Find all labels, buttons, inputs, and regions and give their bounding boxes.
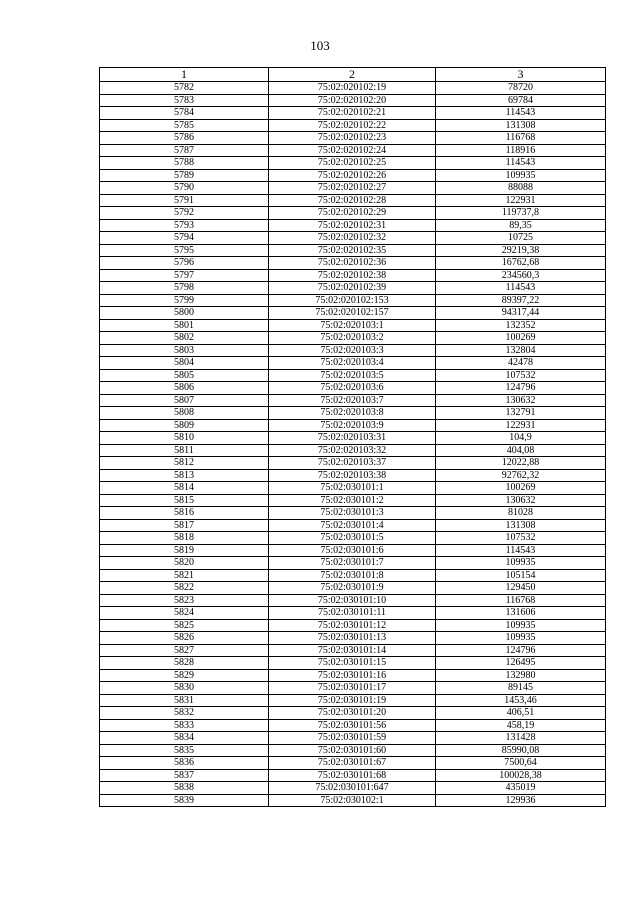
cadastral-number-cell: 75:02:020102:157 <box>269 307 436 320</box>
table-row <box>100 457 606 470</box>
cadastral-number-cell: 75:02:030101:1 <box>269 482 436 495</box>
cadastral-number-cell: 75:02:020102:38 <box>269 269 436 282</box>
row-number-cell: 5820 <box>100 557 269 570</box>
row-number-cell: 5785 <box>100 119 269 132</box>
table-row <box>100 469 606 482</box>
row-number-cell: 5784 <box>100 107 269 120</box>
table-row <box>100 394 606 407</box>
value-cell: 131428 <box>436 732 606 745</box>
value-cell: 78720 <box>436 82 606 95</box>
row-number-cell: 5834 <box>100 732 269 745</box>
value-cell: 104,9 <box>436 432 606 445</box>
table-row <box>100 244 606 257</box>
cadastral-number-cell: 75:02:020102:27 <box>269 182 436 195</box>
value-cell: 89,35 <box>436 219 606 232</box>
cadastral-number-cell: 75:02:020102:36 <box>269 257 436 270</box>
table-row <box>100 769 606 782</box>
row-number-cell: 5790 <box>100 182 269 195</box>
row-number-cell: 5823 <box>100 594 269 607</box>
row-number-cell: 5800 <box>100 307 269 320</box>
row-number-cell: 5838 <box>100 782 269 795</box>
table-row <box>100 482 606 495</box>
column-header-3: 3 <box>436 68 606 82</box>
row-number-cell: 5825 <box>100 619 269 632</box>
table-row <box>100 682 606 695</box>
row-number-cell: 5832 <box>100 707 269 720</box>
column-header-1: 1 <box>100 68 269 82</box>
row-number-cell: 5796 <box>100 257 269 270</box>
value-cell: 42478 <box>436 357 606 370</box>
table-row <box>100 319 606 332</box>
value-cell: 132352 <box>436 319 606 332</box>
value-cell: 131308 <box>436 119 606 132</box>
value-cell: 234560,3 <box>436 269 606 282</box>
table-row <box>100 194 606 207</box>
row-number-cell: 5803 <box>100 344 269 357</box>
row-number-cell: 5827 <box>100 644 269 657</box>
table-row <box>100 669 606 682</box>
row-number-cell: 5794 <box>100 232 269 245</box>
cadastral-number-cell: 75:02:020103:2 <box>269 332 436 345</box>
value-cell: 406,51 <box>436 707 606 720</box>
value-cell: 85990,08 <box>436 744 606 757</box>
table-row <box>100 632 606 645</box>
row-number-cell: 5815 <box>100 494 269 507</box>
table-row <box>100 132 606 145</box>
table-row <box>100 657 606 670</box>
table-row <box>100 219 606 232</box>
cadastral-number-cell: 75:02:030101:68 <box>269 769 436 782</box>
cadastral-number-cell: 75:02:030101:8 <box>269 569 436 582</box>
cadastral-number-cell: 75:02:020102:28 <box>269 194 436 207</box>
cadastral-number-cell: 75:02:030101:647 <box>269 782 436 795</box>
table-body <box>100 82 606 807</box>
row-number-cell: 5804 <box>100 357 269 370</box>
row-number-cell: 5808 <box>100 407 269 420</box>
value-cell: 105154 <box>436 569 606 582</box>
table-row <box>100 619 606 632</box>
row-number-cell: 5809 <box>100 419 269 432</box>
cadastral-number-cell: 75:02:030101:60 <box>269 744 436 757</box>
value-cell: 131308 <box>436 519 606 532</box>
row-number-cell: 5793 <box>100 219 269 232</box>
table-row <box>100 732 606 745</box>
value-cell: 81028 <box>436 507 606 520</box>
value-cell: 16762,68 <box>436 257 606 270</box>
value-cell: 89145 <box>436 682 606 695</box>
cadastral-number-cell: 75:02:020103:8 <box>269 407 436 420</box>
row-number-cell: 5831 <box>100 694 269 707</box>
row-number-cell: 5830 <box>100 682 269 695</box>
value-cell: 114543 <box>436 282 606 295</box>
table-row <box>100 432 606 445</box>
cadastral-number-cell: 75:02:030101:13 <box>269 632 436 645</box>
table-row <box>100 707 606 720</box>
table-row <box>100 744 606 757</box>
table-row <box>100 257 606 270</box>
row-number-cell: 5818 <box>100 532 269 545</box>
value-cell: 29219,38 <box>436 244 606 257</box>
row-number-cell: 5835 <box>100 744 269 757</box>
cadastral-number-cell: 75:02:020102:26 <box>269 169 436 182</box>
cadastral-number-cell: 75:02:020102:32 <box>269 232 436 245</box>
value-cell: 404,08 <box>436 444 606 457</box>
cadastral-number-cell: 75:02:020102:39 <box>269 282 436 295</box>
row-number-cell: 5807 <box>100 394 269 407</box>
cadastral-number-cell: 75:02:020103:31 <box>269 432 436 445</box>
value-cell: 100028,38 <box>436 769 606 782</box>
cadastral-number-cell: 75:02:030101:56 <box>269 719 436 732</box>
table-row <box>100 157 606 170</box>
cadastral-number-cell: 75:02:030101:11 <box>269 607 436 620</box>
row-number-cell: 5805 <box>100 369 269 382</box>
row-number-cell: 5826 <box>100 632 269 645</box>
table-row <box>100 382 606 395</box>
value-cell: 129450 <box>436 582 606 595</box>
table-row <box>100 169 606 182</box>
value-cell: 132980 <box>436 669 606 682</box>
table-row <box>100 582 606 595</box>
cadastral-number-cell: 75:02:020103:9 <box>269 419 436 432</box>
table-row <box>100 694 606 707</box>
value-cell: 435019 <box>436 782 606 795</box>
cadastral-number-cell: 75:02:030101:67 <box>269 757 436 770</box>
table-row <box>100 344 606 357</box>
row-number-cell: 5788 <box>100 157 269 170</box>
value-cell: 109935 <box>436 557 606 570</box>
row-number-cell: 5833 <box>100 719 269 732</box>
row-number-cell: 5786 <box>100 132 269 145</box>
row-number-cell: 5812 <box>100 457 269 470</box>
table-row <box>100 307 606 320</box>
cadastral-number-cell: 75:02:030101:16 <box>269 669 436 682</box>
table-row <box>100 494 606 507</box>
row-number-cell: 5782 <box>100 82 269 95</box>
value-cell: 12022,88 <box>436 457 606 470</box>
table-row <box>100 269 606 282</box>
table-row <box>100 369 606 382</box>
row-number-cell: 5798 <box>100 282 269 295</box>
cadastral-number-cell: 75:02:020102:25 <box>269 157 436 170</box>
value-cell: 132791 <box>436 407 606 420</box>
row-number-cell: 5811 <box>100 444 269 457</box>
cadastral-number-cell: 75:02:030101:6 <box>269 544 436 557</box>
table-row <box>100 507 606 520</box>
page-number: 103 <box>310 38 330 53</box>
cadastral-number-cell: 75:02:020103:5 <box>269 369 436 382</box>
cadastral-number-cell: 75:02:030101:5 <box>269 532 436 545</box>
table-row <box>100 332 606 345</box>
table-row <box>100 357 606 370</box>
table-row <box>100 532 606 545</box>
value-cell: 458,19 <box>436 719 606 732</box>
value-cell: 124796 <box>436 382 606 395</box>
table-row <box>100 207 606 220</box>
cadastral-number-cell: 75:02:030101:4 <box>269 519 436 532</box>
row-number-cell: 5814 <box>100 482 269 495</box>
cadastral-number-cell: 75:02:030101:9 <box>269 582 436 595</box>
row-number-cell: 5810 <box>100 432 269 445</box>
cadastral-number-cell: 75:02:030101:10 <box>269 594 436 607</box>
value-cell: 132804 <box>436 344 606 357</box>
row-number-cell: 5824 <box>100 607 269 620</box>
row-number-cell: 5783 <box>100 94 269 107</box>
cadastral-number-cell: 75:02:030101:3 <box>269 507 436 520</box>
row-number-cell: 5787 <box>100 144 269 157</box>
cadastral-number-cell: 75:02:030102:1 <box>269 794 436 807</box>
row-number-cell: 5791 <box>100 194 269 207</box>
cadastral-number-cell: 75:02:030101:17 <box>269 682 436 695</box>
row-number-cell: 5801 <box>100 319 269 332</box>
cadastral-number-cell: 75:02:030101:2 <box>269 494 436 507</box>
cadastral-number-cell: 75:02:020103:38 <box>269 469 436 482</box>
value-cell: 92762,32 <box>436 469 606 482</box>
table-row <box>100 557 606 570</box>
cadastral-number-cell: 75:02:020102:23 <box>269 132 436 145</box>
table-row <box>100 794 606 807</box>
value-cell: 1453,46 <box>436 694 606 707</box>
row-number-cell: 5821 <box>100 569 269 582</box>
value-cell: 69784 <box>436 94 606 107</box>
cadastral-number-cell: 75:02:020103:1 <box>269 319 436 332</box>
column-header-2: 2 <box>269 68 436 82</box>
table-row <box>100 569 606 582</box>
value-cell: 114543 <box>436 544 606 557</box>
table-row <box>100 107 606 120</box>
table-row <box>100 282 606 295</box>
value-cell: 114543 <box>436 157 606 170</box>
table-row <box>100 782 606 795</box>
value-cell: 131606 <box>436 607 606 620</box>
table-row <box>100 644 606 657</box>
value-cell: 122931 <box>436 194 606 207</box>
table-row <box>100 519 606 532</box>
row-number-cell: 5822 <box>100 582 269 595</box>
value-cell: 109935 <box>436 169 606 182</box>
cadastral-number-cell: 75:02:030101:19 <box>269 694 436 707</box>
cadastral-number-cell: 75:02:020102:20 <box>269 94 436 107</box>
row-number-cell: 5839 <box>100 794 269 807</box>
value-cell: 130632 <box>436 494 606 507</box>
value-cell: 89397,22 <box>436 294 606 307</box>
cadastral-number-cell: 75:02:030101:12 <box>269 619 436 632</box>
cadastral-number-cell: 75:02:020103:6 <box>269 382 436 395</box>
cadastral-number-cell: 75:02:030101:7 <box>269 557 436 570</box>
value-cell: 130632 <box>436 394 606 407</box>
row-number-cell: 5802 <box>100 332 269 345</box>
value-cell: 114543 <box>436 107 606 120</box>
value-cell: 124796 <box>436 644 606 657</box>
cadastral-number-cell: 75:02:030101:14 <box>269 644 436 657</box>
cadastral-number-cell: 75:02:020102:22 <box>269 119 436 132</box>
row-number-cell: 5819 <box>100 544 269 557</box>
table-row <box>100 594 606 607</box>
row-number-cell: 5817 <box>100 519 269 532</box>
cadastral-number-cell: 75:02:020102:153 <box>269 294 436 307</box>
table-row <box>100 407 606 420</box>
cadastral-number-cell: 75:02:030101:20 <box>269 707 436 720</box>
value-cell: 122931 <box>436 419 606 432</box>
header-row <box>100 68 606 82</box>
cadastral-number-cell: 75:02:030101:59 <box>269 732 436 745</box>
row-number-cell: 5829 <box>100 669 269 682</box>
value-cell: 116768 <box>436 594 606 607</box>
table-row <box>100 757 606 770</box>
row-number-cell: 5828 <box>100 657 269 670</box>
value-cell: 129936 <box>436 794 606 807</box>
table-row <box>100 719 606 732</box>
table-row <box>100 82 606 95</box>
table-row <box>100 144 606 157</box>
cadastral-number-cell: 75:02:020103:37 <box>269 457 436 470</box>
cadastral-number-cell: 75:02:020103:4 <box>269 357 436 370</box>
row-number-cell: 5813 <box>100 469 269 482</box>
row-number-cell: 5806 <box>100 382 269 395</box>
table-row <box>100 232 606 245</box>
value-cell: 119737,8 <box>436 207 606 220</box>
row-number-cell: 5795 <box>100 244 269 257</box>
table-row <box>100 544 606 557</box>
table-row <box>100 182 606 195</box>
cadastral-number-cell: 75:02:030101:15 <box>269 657 436 670</box>
table-header <box>100 68 606 82</box>
value-cell: 109935 <box>436 619 606 632</box>
cadastral-number-cell: 75:02:020102:31 <box>269 219 436 232</box>
cadastral-number-cell: 75:02:020102:24 <box>269 144 436 157</box>
cadastral-number-cell: 75:02:020102:35 <box>269 244 436 257</box>
table-row <box>100 607 606 620</box>
row-number-cell: 5836 <box>100 757 269 770</box>
value-cell: 109935 <box>436 632 606 645</box>
value-cell: 10725 <box>436 232 606 245</box>
value-cell: 7500,64 <box>436 757 606 770</box>
row-number-cell: 5799 <box>100 294 269 307</box>
table-row <box>100 444 606 457</box>
row-number-cell: 5792 <box>100 207 269 220</box>
table-row <box>100 294 606 307</box>
row-number-cell: 5816 <box>100 507 269 520</box>
cadastral-number-cell: 75:02:020103:7 <box>269 394 436 407</box>
row-number-cell: 5837 <box>100 769 269 782</box>
data-table <box>99 67 606 807</box>
value-cell: 100269 <box>436 482 606 495</box>
table-row <box>100 419 606 432</box>
value-cell: 118916 <box>436 144 606 157</box>
value-cell: 100269 <box>436 332 606 345</box>
value-cell: 94317,44 <box>436 307 606 320</box>
cadastral-number-cell: 75:02:020102:21 <box>269 107 436 120</box>
cadastral-number-cell: 75:02:020103:32 <box>269 444 436 457</box>
cadastral-number-cell: 75:02:020102:19 <box>269 82 436 95</box>
value-cell: 126495 <box>436 657 606 670</box>
row-number-cell: 5789 <box>100 169 269 182</box>
row-number-cell: 5797 <box>100 269 269 282</box>
cadastral-number-cell: 75:02:020102:29 <box>269 207 436 220</box>
value-cell: 107532 <box>436 369 606 382</box>
table-row <box>100 94 606 107</box>
table-row <box>100 119 606 132</box>
value-cell: 107532 <box>436 532 606 545</box>
value-cell: 116768 <box>436 132 606 145</box>
value-cell: 88088 <box>436 182 606 195</box>
cadastral-number-cell: 75:02:020103:3 <box>269 344 436 357</box>
